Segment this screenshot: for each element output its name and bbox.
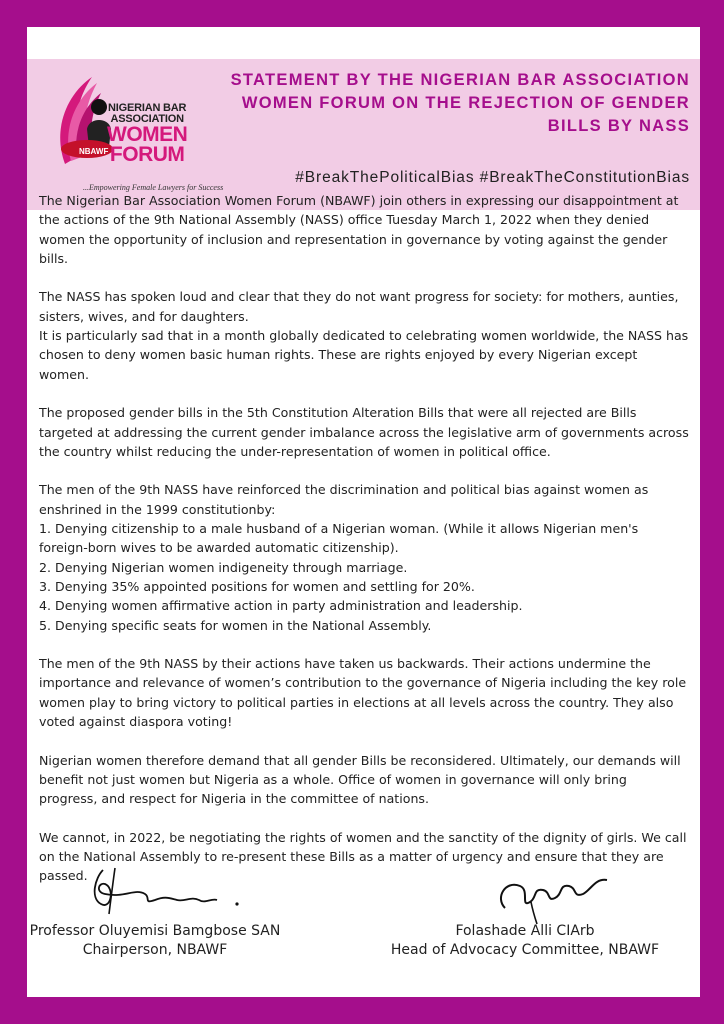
statement-body — [39, 191, 689, 905]
body-paragraph-4: The men of the 9th NASS have reinforced the discrimination and political bias against women as enshrined in the 1999 constitutionby: 1. Denying citizenship to a male husband of a Nigerian woman. (While it allows Nigerian men's foreign-born wives to be awarded automatic citizenship). 2. Denying Nigerian women indigeneity through marriage. 3. Denying 35% appointed positions for women and settling for 20%. 4. Denying women affirmative action in party administration and leadership. 5. Denying specific seats for women in the National Assembly. — [39, 482, 649, 633]
body-paragraph-3: The proposed gender bills in the 5th Constitution Alteration Bills that were all rejected are Bills targeted at addressing the current gender imbalance across the legislative arm of governments across the country whilst reducing the under-representation of women in political office. — [39, 405, 689, 459]
signatory-left-role: Chairperson, NBAWF — [82, 942, 228, 958]
logo-badge: NBAWF — [79, 147, 109, 156]
body-paragraph-5: The men of the 9th NASS by their actions have taken us backwards. Their actions undermine the importance and relevance of women’s contribution to the governance of Nigeria including the key role women play to bring victory to political parties in elections at all levels across the country. They also voted against diaspora voting! — [39, 656, 687, 730]
logo-forum: FORUM — [109, 142, 185, 166]
logo-women: WOMEN — [107, 123, 188, 146]
logo-tagline: ...Empowering Female Lawyers for Success — [83, 183, 224, 192]
statement-page — [27, 27, 700, 997]
statement-title: STATEMENT BY THE NIGERIAN BAR ASSOCIATION WOMEN FORUM ON THE REJECTION OF GENDER BILLS BY NASS — [230, 71, 690, 135]
signature-right-icon — [475, 858, 625, 928]
signatory-right-name: Folashade Alli CIArb — [455, 923, 595, 939]
body-paragraph-1: The Nigerian Bar Association Women Forum (NBAWF) join others in expressing our disappointment at the actions of the 9th National Assembly (NASS) office Tuesday March 1, 2022 when they denied women the opportunity of inclusion and representation in governance by voting against the gender bills. — [39, 193, 679, 266]
signature-left-icon — [65, 858, 245, 928]
logo-line-2: ASSOCIATION — [110, 113, 184, 125]
signatory-right-role: Head of Advocacy Committee, NBAWF — [390, 942, 660, 958]
signatory-right — [380, 922, 670, 960]
hashtags: #BreakThePoliticalBias #BreakTheConstitutionBias — [295, 169, 690, 186]
body-paragraph-2: The NASS has spoken loud and clear that they do not want progress for society: for mothers, aunties, sisters, wives, and for daughters. It is particularly sad that in a month globally dedicated to celebrating women worldwide, the NASS has chosen to deny women basic human rights. These are rights enjoyed by every Nigerian except women. — [39, 289, 689, 382]
logo-line-1: NIGERIAN BAR — [108, 102, 187, 114]
body-paragraph-6: Nigerian women therefore demand that all gender Bills be reconsidered. Ultimately, our demands will benefit not just women but Nigeria as a whole. Office of women in governance will only bring progress, and respect for Nigeria in the committee of nations. — [39, 752, 681, 807]
signatory-left — [20, 922, 290, 960]
signatory-left-name: Professor Oluyemisi Bamgbose SAN — [29, 923, 281, 939]
nbawf-logo — [47, 69, 224, 199]
logo-wordmark — [107, 103, 187, 165]
body-paragraph-7: We cannot, in 2022, be negotiating the rights of women and the sanctity of the dignity of girls. We call on the National Assembly to re-present these Bills as a matter of urgency and ensure that they are passed. — [39, 829, 687, 884]
header-band — [27, 59, 700, 210]
